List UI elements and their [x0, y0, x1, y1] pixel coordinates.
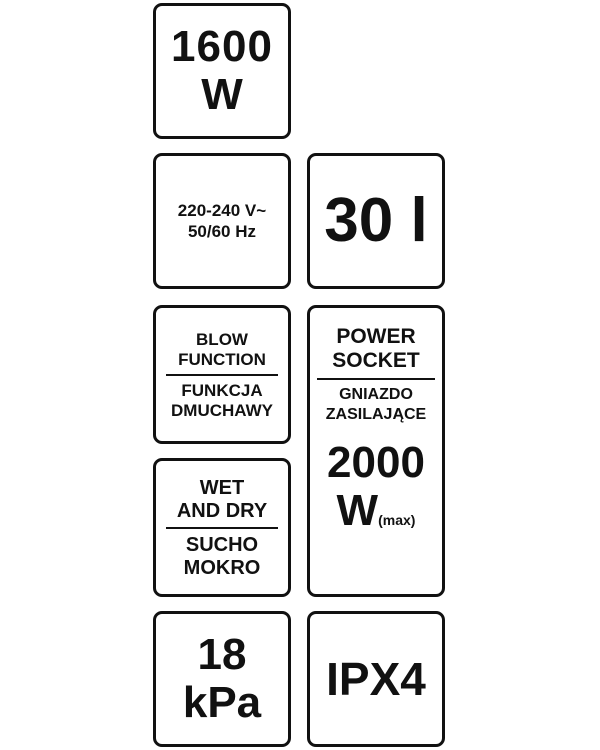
socket-label-pl-1: GNIAZDO [339, 386, 413, 403]
capacity-value: 30 l [324, 186, 428, 255]
divider [317, 378, 435, 380]
suction-box [153, 611, 291, 747]
wetdry-label-pl-1: SUCHO [185, 533, 259, 556]
voltage-line: 220-240 V~ [177, 201, 267, 220]
wetdry-label-en-2: AND DRY [176, 499, 268, 522]
ip-rating-box [307, 611, 445, 747]
wet-dry-box [153, 458, 291, 597]
wetdry-label-en-1: WET [199, 476, 245, 499]
power-value: 1600 [171, 22, 273, 71]
blow-label-pl-2: DMUCHAWY [171, 400, 273, 420]
power-unit: W [201, 70, 243, 119]
capacity-box [307, 153, 445, 289]
power-socket-box [307, 305, 445, 597]
socket-max-unit: W [336, 486, 379, 535]
blow-label-pl-1: FUNKCJA [181, 380, 263, 400]
socket-label-en-1: POWER [336, 325, 416, 348]
power-box [153, 3, 291, 139]
blow-function-box [153, 305, 291, 444]
blow-label-en-1: BLOW [196, 329, 248, 349]
wetdry-label-pl-2: MOKRO [183, 556, 261, 579]
socket-label-pl-2: ZASILAJĄCE [325, 406, 427, 423]
suction-value: 18 [197, 630, 247, 679]
socket-label-en-2: SOCKET [332, 349, 420, 372]
socket-max-unit-line [336, 486, 416, 535]
socket-max-qualifier: (max) [378, 512, 416, 528]
blow-label-en-2: FUNCTION [178, 349, 266, 369]
voltage-box [153, 153, 291, 289]
divider [166, 374, 278, 376]
suction-unit: kPa [182, 678, 262, 727]
socket-max-value: 2000 [327, 438, 425, 487]
frequency-line: 50/60 Hz [187, 222, 257, 241]
ip-rating-value: IPX4 [326, 653, 426, 705]
divider [166, 527, 278, 529]
